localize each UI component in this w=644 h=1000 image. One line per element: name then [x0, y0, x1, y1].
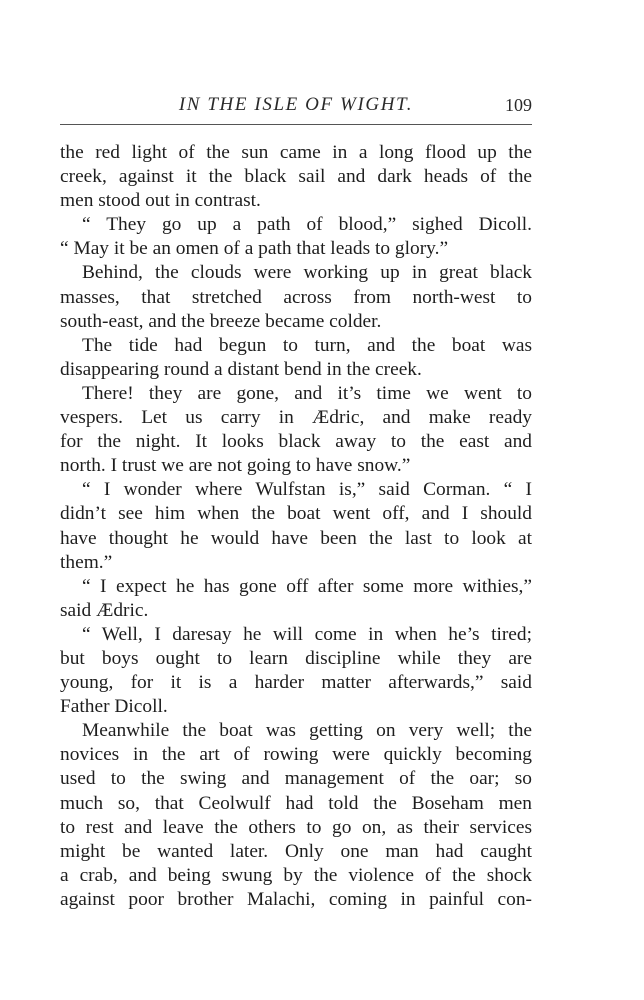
- text-line: creek, against it the black sail and dark heads of the: [60, 166, 532, 188]
- text-line: Father Dicoll.: [60, 696, 168, 718]
- text-line: to rest and leave the others to go on, as their services: [60, 816, 532, 838]
- text-line: The tide had begun to turn, and the boat was: [82, 334, 532, 356]
- text-line: Behind, the clouds were working up in great black: [82, 262, 532, 284]
- text-line: “ May it be an omen of a path that leads to glory.”: [60, 238, 449, 260]
- text-line: young, for it is a harder matter afterwards,” said: [60, 672, 532, 694]
- text-line: novices in the art of rowing were quickly becoming: [60, 744, 532, 766]
- text-line: There! they are gone, and it’s time we went to: [82, 382, 532, 404]
- text-line: vespers. Let us carry in Ædric, and make ready: [60, 407, 532, 429]
- text-line: the red light of the sun came in a long flood up the: [60, 142, 532, 163]
- text-line: but boys ought to learn discipline while they are: [60, 647, 532, 669]
- text-line: “ I wonder where Wulfstan is,” said Corman. “ I: [82, 479, 532, 501]
- page-number: 109: [505, 95, 532, 115]
- text-line: “ I expect he has gone off after some more withies,”: [82, 575, 532, 597]
- text-line: north. I trust we are not going to have snow.”: [60, 455, 411, 477]
- text-line: much so, that Ceolwulf had told the Boseham men: [60, 792, 532, 814]
- text-line: “ Well, I daresay he will come in when he’s tired;: [82, 623, 532, 645]
- text-line: said Ædric.: [60, 599, 149, 621]
- running-title: IN THE ISLE OF WIGHT.: [178, 94, 414, 115]
- header-rule: [60, 124, 532, 125]
- text-line: masses, that stretched across from north-west to: [60, 286, 532, 308]
- text-line: might be wanted later. Only one man had caught: [60, 840, 532, 862]
- page-header: [60, 92, 532, 122]
- text-line: south-east, and the breeze became colder.: [60, 310, 382, 332]
- text-line: disappearing round a distant bend in the creek.: [60, 358, 422, 380]
- text-line: men stood out in contrast.: [60, 190, 261, 212]
- text-line: against poor brother Malachi, coming in painful con-: [60, 888, 532, 910]
- text-line: “ They go up a path of blood,” sighed Dicoll.: [82, 214, 532, 236]
- text-line: them.”: [60, 551, 113, 573]
- text-line: for the night. It looks black away to the east and: [60, 431, 532, 453]
- text-line: Meanwhile the boat was getting on very well; the: [82, 720, 532, 742]
- text-line: a crab, and being swung by the violence of the shock: [60, 864, 532, 886]
- text-line: used to the swing and management of the oar; so: [60, 768, 532, 790]
- text-line: have thought he would have been the last to look at: [60, 527, 532, 549]
- text-line: didn’t see him when the boat went off, and I should: [60, 503, 532, 525]
- body-text: [60, 141, 532, 912]
